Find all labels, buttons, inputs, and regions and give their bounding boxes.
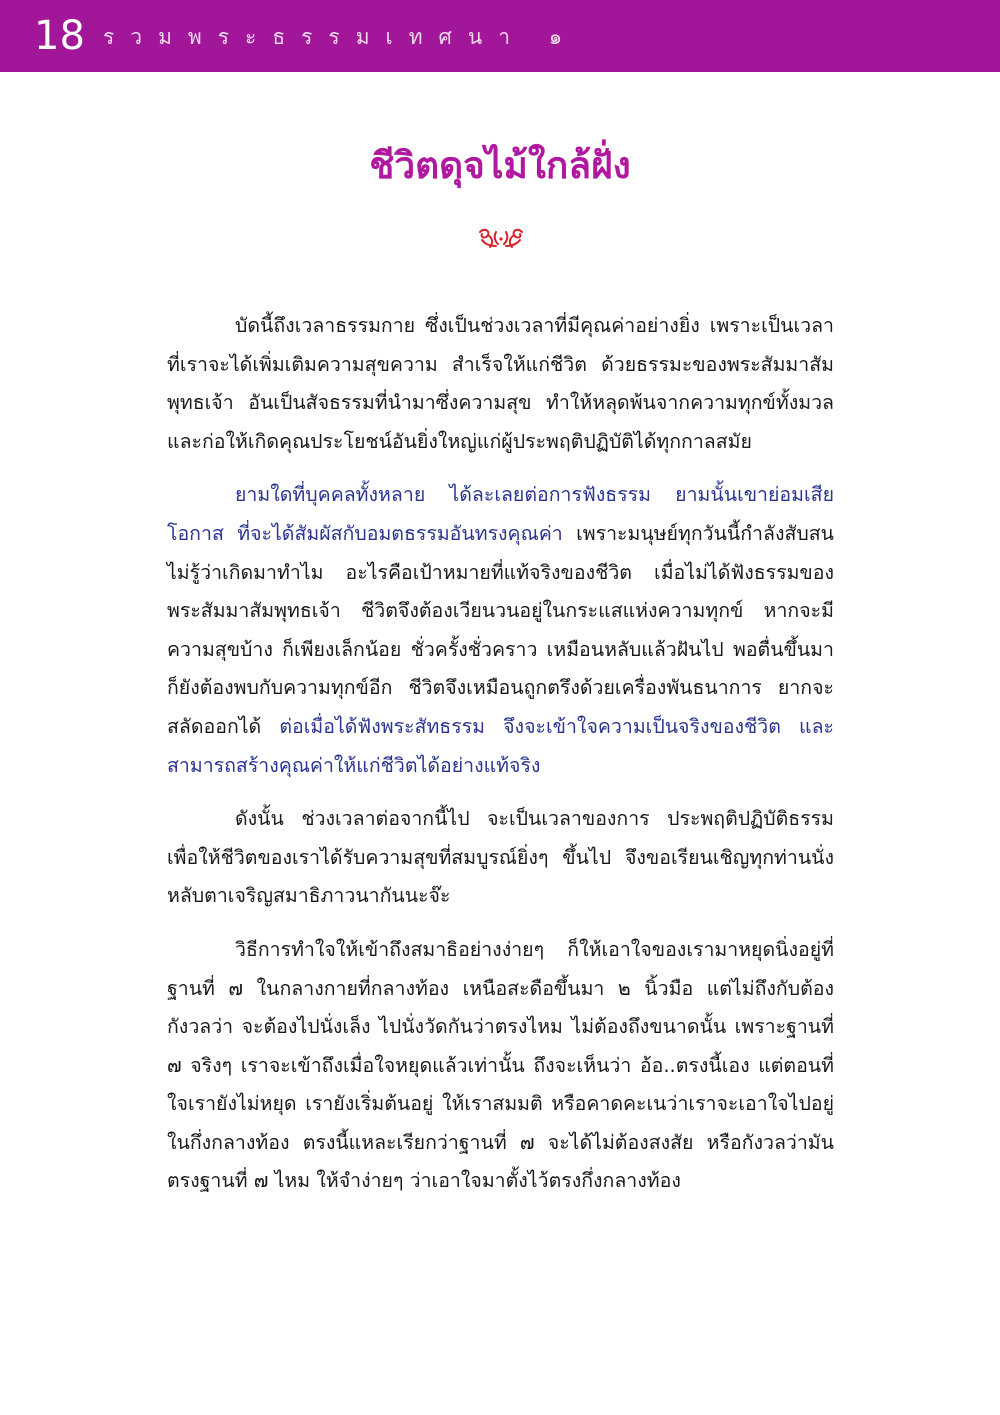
paragraph-2 xyxy=(167,476,834,785)
page-number: 18 xyxy=(34,13,85,59)
book-title: รวมพระธรรมเทศนา ๑ xyxy=(103,25,579,49)
paragraph-4: วิธีการทำใจให้เข้าถึงสมาธิอย่างง่ายๆ ก็ให้เอาใจของเรามาหยุดนิ่งอยู่ที่ฐานที่ ๗ ในกลางกายที่กลางท้อง เหนือสะดือขึ้นมา ๒ นิ้วมือ แต่ไม่ถึงกับต้องกังวลว่า จะต้องไปนั่งเล็ง ไปนั่งวัดกันว่าตรงไหม ไม่ต้องถึงขนาดนั้น เพราะฐานที่ ๗ จริงๆ เราจะเข้าถึงเมื่อใจหยุดแล้วเท่านั้น ถึงจะเห็นว่า อ้อ..ตรงนี้เอง แต่ตอนที่ใจเรายังไม่หยุด เรายังเริ่มต้นอยู่ ให้เราสมมติ หรือคาดคะเนว่าเราจะเอาใจไปอยู่ในกึ่งกลางท้อง ตรงนี้แหละเรียกว่าฐานที่ ๗ จะได้ไม่ต้องสงสัย หรือกังวลว่ามันตรงฐานที่ ๗ ไหม ให้จำง่ายๆ ว่าเอาใจมาตั้งไว้ตรงกึ่งกลางท้อง xyxy=(167,937,834,1193)
emphasis-text-1: ยามใดที่บุคคลทั้งหลาย ได้ละเลยต่อการฟังธรรม ยามนั้นเขาย่อมเสียโอกาส ที่จะได้สัมผัสกับอมตธรรมอันทรงคุณค่า xyxy=(167,483,834,545)
paragraph-2-body: เพราะมนุษย์ทุกวันนี้กำลังสับสน ไม่รู้ว่าเกิดมาทำไม อะไรคือเป้าหมายที่แท้จริงของชีวิต เมื่อไม่ได้ฟังธรรมของพระสัมมาสัมพุทธเจ้า ชีวิตจึงต้องเวียนวนอยู่ในกระแสแห่งความทุกข์ หากจะมีความสุขบ้าง ก็เพียงเล็กน้อย ชั่วครั้งชั่วคราว เหมือนหลับแล้วฝันไป พอตื่นขึ้นมา ก็ยังต้องพบกับความทุกข์อีก ชีวิตจึงเหมือนถูกตรึงด้วยเครื่องพันธนาการ ยากจะสลัดออกได้ xyxy=(167,521,834,738)
header-bar xyxy=(0,0,1000,72)
emphasis-text-2: ต่อเมื่อได้ฟังพระสัทธรรม จึงจะเข้าใจความเป็นจริงของชีวิต และสามารถสร้างคุณค่าให้แก่ชีวิตได้อย่างแท้จริง xyxy=(167,714,834,777)
article-body xyxy=(167,307,834,1216)
paragraph-3: ดังนั้น ช่วงเวลาต่อจากนี้ไป จะเป็นเวลาของการ ประพฤติปฏิบัติธรรม เพื่อให้ชีวิตของเราได้รับความสุขที่สมบูรณ์ยิ่งๆ ขึ้นไป จึงขอเรียนเชิญทุกท่านนั่งหลับตาเจริญสมาธิภาวนากันนะจ๊ะ xyxy=(167,807,834,908)
chapter-title: ชีวิตดุจไม้ใกล้ฝั่ง xyxy=(369,144,631,187)
floral-ornament-icon xyxy=(476,226,526,252)
paragraph-1: บัดนี้ถึงเวลาธรรมกาย ซึ่งเป็นช่วงเวลาที่มีคุณค่าอย่างยิ่ง เพราะเป็นเวลาที่เราจะได้เพิ่มเติมความสุขความ สำเร็จให้แก่ชีวิต ด้วยธรรมะของพระสัมมาสัมพุทธเจ้า อันเป็นสัจธรรมที่นำมาซึ่งความสุข ทำให้หลุดพ้นจากความทุกข์ทั้งมวล และก่อให้เกิดคุณประโยชน์อันยิ่งใหญ่แก่ผู้ประพฤติปฏิบัติได้ทุกกาลสมัย xyxy=(167,314,834,453)
